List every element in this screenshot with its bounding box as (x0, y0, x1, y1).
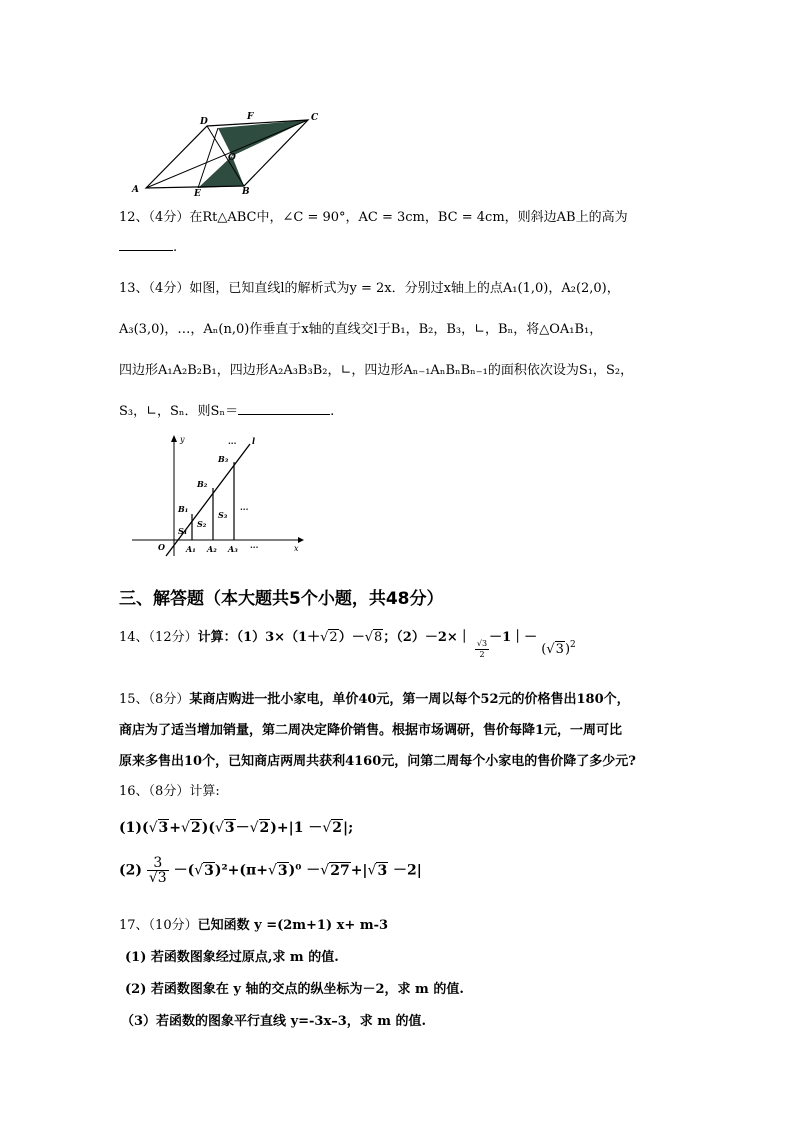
q14-tail: $(√3)^2$ (541, 640, 576, 657)
label-f: F (247, 112, 254, 122)
q16-e2-num: 3 (147, 856, 169, 871)
q13-line1-text: 如图，已知直线l的解析式为y = 2x．分别过x轴上的点A₁(1,0)，A₂(2,0)， (189, 281, 620, 296)
q13-line4-text: S₃，∟，Sₙ．则Sₙ＝ (119, 404, 239, 419)
label-b3: B₃ (218, 454, 229, 464)
q13-answer-blank[interactable] (238, 402, 330, 415)
q16-expression-1: (1)(√3+√2)(√3－√2)+|1 －√2|; (119, 820, 354, 836)
q16-number: 16、（8分） (119, 784, 190, 799)
q17-item-2: (2) 若函数图象在 y 轴的交点的纵坐标为－2，求 m 的值. (125, 982, 464, 997)
q13-number: 13、（4分） (119, 281, 190, 296)
q16-expression-2: (2) $\frac{3}{√3}$ －(√3)²+(π+√3)⁰ －√27+|√3 －2| (119, 855, 422, 886)
q12-number: 12、（4分） (119, 210, 190, 225)
question-14 (119, 626, 576, 659)
q13-line1 (119, 277, 620, 296)
q16-e2-fraction (147, 856, 169, 885)
q17-item-3: （3）若函数的图象平行直线 y=-3x–3，求 m 的值. (121, 1014, 427, 1029)
shaded-triangle-bottom (198, 156, 244, 188)
q16-e2-radicand-2: 3 (277, 862, 288, 879)
q16-e1e: )+|1 － (270, 820, 323, 836)
y-axis-arrow (171, 435, 177, 442)
linear-graph-figure (128, 430, 308, 560)
q13-line4 (119, 400, 334, 419)
q14-p2: ）－ (338, 630, 365, 645)
label-dots-axis: ··· (250, 542, 259, 552)
q16-e2-radicand-3: 27 (330, 862, 350, 879)
q17-title: 已知函数 y =(2m+1) x+ m-3 (197, 918, 389, 933)
label-s1: S₁ (178, 526, 188, 536)
label-e: E (194, 189, 201, 198)
label-dots-mid: ··· (240, 504, 249, 514)
line-l (166, 444, 250, 556)
q16-e2d: )⁰ － (288, 862, 321, 879)
q14-sqrt-sign-2: √ (364, 630, 374, 645)
q12-text: 在Rt△ABC中，∠C = 90°，AC = 3cm，BC = 4cm，则斜边AB上的高为 (189, 210, 628, 225)
q13-end: . (330, 404, 335, 419)
q16-e1-radicand-4: 2 (259, 820, 270, 836)
label-l: l (252, 436, 256, 446)
q16-e1d: － (235, 820, 250, 836)
q16-e1-radicand-5: 2 (332, 820, 343, 836)
label-o: O (158, 542, 165, 552)
q16-header (119, 780, 220, 799)
q14-radicand-3: 3 (555, 642, 564, 657)
q16-e2e: +| (350, 862, 368, 879)
q12-answer-line (119, 238, 177, 255)
q16-e1-radicand-2: 2 (190, 820, 201, 836)
q14-p1: 计算：（1）3×（1＋ (197, 630, 321, 645)
q16-e2a: (2) (119, 862, 142, 879)
q16-e1f: |; (343, 820, 354, 836)
q14-exponent: 2 (570, 640, 576, 650)
q16-e1-radicand-3: 3 (224, 820, 235, 836)
label-a1: A₁ (186, 544, 196, 554)
q14-sqrt-sign-3: √ (546, 642, 555, 657)
label-s3: S₃ (218, 510, 228, 520)
q16-e2c: )²+(π+ (214, 862, 268, 879)
q16-e2f: －2| (388, 862, 422, 879)
label-a3: A₃ (228, 544, 238, 554)
q16-e2b: －( (168, 862, 195, 879)
q14-fraction (475, 639, 489, 660)
q15-line3: 原来多售出10个，已知商店两周共获利4160元，问第二周每个小家电的售价降了多少元? (119, 754, 636, 769)
q17-number: 17、（10分） (119, 918, 198, 933)
q12-answer-blank[interactable] (119, 238, 173, 251)
label-b1: B₁ (178, 504, 189, 514)
q14-number: 14、（12分） (119, 630, 198, 645)
label-b2: B₂ (197, 479, 208, 489)
q16-title: 计算: (189, 784, 220, 799)
label-c: C (311, 113, 319, 123)
question-12 (119, 206, 628, 225)
label-o: O (228, 153, 236, 163)
label-dots-top: ··· (228, 438, 237, 448)
section-3-heading: 三、解答题（本大题共5个小题，共48分） (119, 589, 444, 609)
q14-sqrt-sign-1: √ (320, 630, 329, 645)
q14-frac-den: 2 (479, 650, 485, 659)
x-axis-arrow (298, 537, 304, 543)
q15-line2: 商店为了适当增加销量，第二周决定降价销售。根据市场调研，售价每降1元，一周可比 (119, 723, 623, 738)
q14-radicand-2: 8 (374, 630, 383, 645)
q16-e1-radicand-1: 3 (158, 820, 169, 836)
q17-item-1: (1) 若函数图象经过原点,求 m 的值. (125, 950, 339, 965)
q16-e1c: )( (201, 820, 215, 836)
label-b: B (242, 187, 250, 197)
q14-frac-num: √3 (476, 639, 488, 648)
q14-radicand-1: 2 (329, 630, 338, 645)
label-d: D (200, 117, 208, 127)
q15-number: 15、（8分） (119, 692, 190, 707)
label-x: x (294, 544, 299, 553)
parallelogram-figure (128, 108, 338, 198)
q15-line1 (119, 688, 630, 707)
q14-p3: ；（2）－2×｜ (383, 630, 471, 645)
label-a: A (132, 185, 139, 195)
q12-end: . (173, 240, 178, 255)
label-y: y (180, 435, 185, 444)
q17-header (119, 914, 388, 933)
q15-line1-text: 某商店购进一批小家电，单价40元，第一周以每个52元的价格售出180个， (189, 692, 630, 707)
q14-p4: －1｜－ (489, 630, 538, 645)
q13-line2: A₃(3,0)，…，Aₙ(n,0)作垂直于x轴的直线交l于B₁，B₂，B₃，∟，Bₙ，将△OA₁B₁， (119, 322, 603, 337)
q16-e2-den: √3 (148, 870, 167, 886)
label-a2: A₂ (207, 544, 217, 554)
q16-e1b: + (169, 820, 182, 836)
q13-line3: 四边形A₁A₂B₂B₁，四边形A₂A₃B₃B₂，∟，四边形Aₙ₋₁AₙBₙBₙ₋₁的面积依次设为S₁，S₂， (119, 363, 634, 378)
label-s2: S₂ (197, 519, 207, 529)
q16-e2-radicand-4: 3 (377, 862, 388, 879)
q16-e1a: (1)( (119, 820, 149, 836)
q16-e2-radicand-1: 3 (204, 862, 214, 879)
